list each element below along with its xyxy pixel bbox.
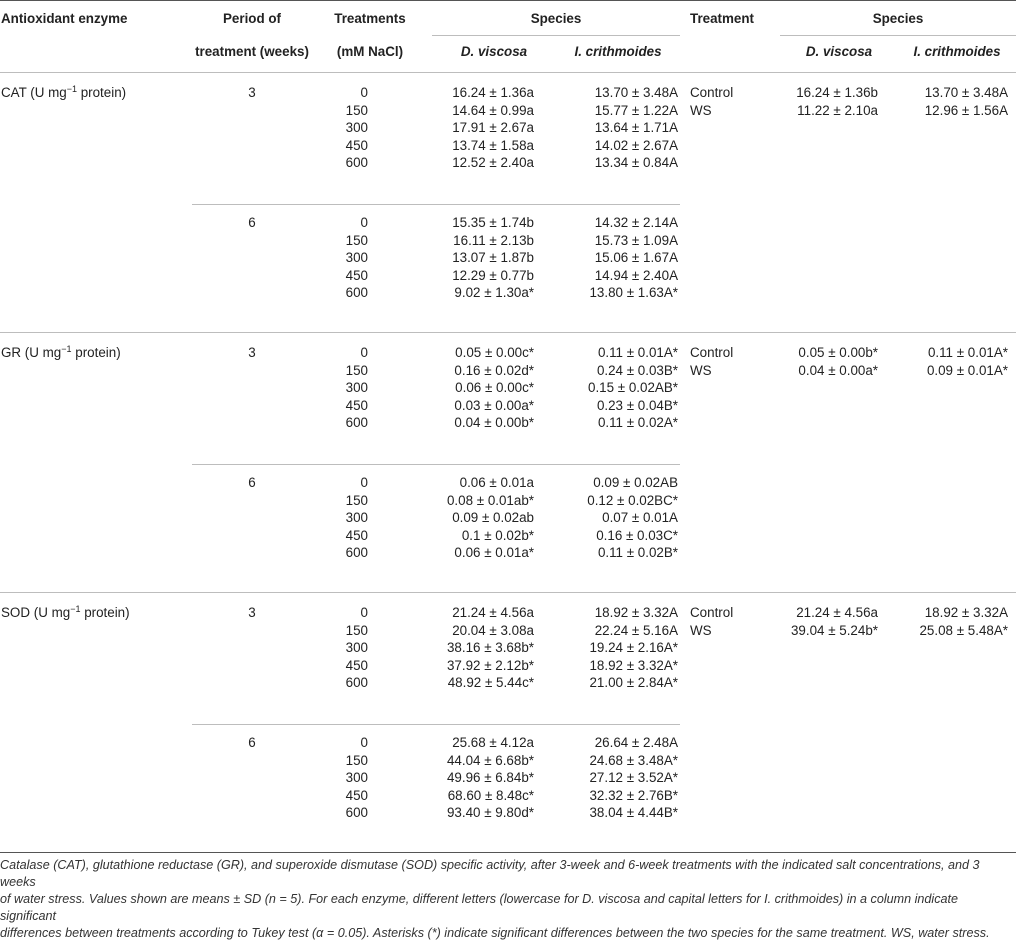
ws-dviscosa-value: 16.24 ± 1.36b: [796, 85, 878, 100]
nacl-concentration: 0: [360, 345, 368, 360]
ws-icrithmoides-value: 13.70 ± 3.48A: [924, 85, 1008, 100]
dviscosa-value: 0.06 ± 0.01a*: [454, 545, 534, 561]
enzyme-separator-rule: [0, 852, 1016, 853]
dviscosa-value: 20.04 ± 3.08a: [452, 622, 534, 638]
header-ws-dviscosa: D. viscosa: [805, 44, 873, 59]
dviscosa-value: 38.16 ± 3.68b*: [446, 640, 534, 656]
icrithmoides-value: 13.70 ± 3.48A: [594, 85, 678, 100]
icrithmoides-value: 24.68 ± 3.48A*: [589, 752, 678, 768]
species-rule: [432, 35, 680, 36]
dviscosa-value: 68.60 ± 8.48c*: [447, 787, 534, 803]
dviscosa-value: 0.09 ± 0.02ab: [452, 510, 534, 526]
ws-icrithmoides-value: 12.96 ± 1.56A: [924, 102, 1008, 118]
nacl-concentration: 150: [345, 232, 368, 248]
period-separator-rule: [192, 464, 680, 465]
header-species-dviscosa: D. viscosa: [460, 44, 528, 59]
icrithmoides-value: 32.32 ± 2.76B*: [589, 787, 678, 803]
nacl-concentration: 450: [345, 527, 368, 543]
dviscosa-value: 12.52 ± 2.40a: [452, 155, 534, 171]
icrithmoides-value: 15.73 ± 1.09A: [594, 232, 678, 248]
top-rule: [0, 0, 1016, 1]
unit-exponent: −1: [61, 344, 72, 354]
dviscosa-value: 0.04 ± 0.00b*: [454, 415, 534, 431]
nacl-concentration: 450: [345, 397, 368, 413]
unit-suffix: protein): [76, 85, 127, 100]
nacl-concentration: 0: [360, 605, 368, 620]
unit-exponent: −1: [70, 604, 81, 614]
dviscosa-value: 13.74 ± 1.58a: [452, 137, 534, 153]
header-period-line1: Period of: [222, 11, 282, 26]
dviscosa-value: 12.29 ± 0.77b: [452, 267, 534, 283]
icrithmoides-value: 26.64 ± 2.48A: [594, 735, 678, 750]
icrithmoides-value: 0.23 ± 0.04B*: [596, 397, 678, 413]
nacl-concentration: 150: [345, 492, 368, 508]
period-weeks: 6: [248, 735, 256, 750]
nacl-concentration: 600: [345, 155, 368, 171]
nacl-concentration: 300: [345, 640, 368, 656]
ws-treatment-label: WS: [690, 622, 712, 638]
enzyme-label-gr: [1, 345, 121, 361]
ws-dviscosa-value: 39.04 ± 5.24b*: [790, 622, 878, 638]
nacl-concentration: 450: [345, 137, 368, 153]
ws-icrithmoides-value: 0.11 ± 0.01A*: [927, 345, 1008, 360]
header-species-icrithmoides: I. crithmoides: [574, 44, 662, 59]
period-weeks: 6: [248, 215, 256, 230]
dviscosa-value: 17.91 ± 2.67a: [452, 120, 534, 136]
nacl-concentration: 0: [360, 735, 368, 750]
icrithmoides-value: 0.11 ± 0.02B*: [597, 545, 678, 561]
dviscosa-value: 21.24 ± 4.56a: [452, 605, 534, 620]
icrithmoides-value: 38.04 ± 4.44B*: [589, 805, 678, 821]
ws-dviscosa-value: 0.05 ± 0.00b*: [798, 345, 878, 360]
ws-dviscosa-value: 0.04 ± 0.00a*: [798, 362, 878, 378]
dviscosa-value: 37.92 ± 2.12b*: [446, 657, 534, 673]
icrithmoides-value: 13.80 ± 1.63A*: [589, 285, 678, 301]
dviscosa-value: 44.04 ± 6.68b*: [446, 752, 534, 768]
header-species-ws: Species: [872, 11, 924, 26]
footnote-line: differences between treatments according to Tukey test (α = 0.05). Asterisks (*) indicate significant differences between the two species for the same treatment. WS, water stress.: [0, 926, 990, 940]
period-weeks: 6: [248, 475, 256, 490]
enzyme-label-sod: [1, 605, 130, 621]
ws-icrithmoides-value: 18.92 ± 3.32A: [924, 605, 1008, 620]
period-weeks: 3: [248, 85, 256, 100]
dviscosa-value: 0.16 ± 0.02d*: [454, 362, 534, 378]
enzyme-separator-rule: [0, 592, 1016, 593]
dviscosa-value: 25.68 ± 4.12a: [452, 735, 534, 750]
ws-dviscosa-value: 11.22 ± 2.10a: [797, 102, 878, 118]
icrithmoides-value: 0.12 ± 0.02BC*: [587, 492, 678, 508]
table-footnote: [0, 857, 1010, 942]
header-treatment: Treatment: [690, 11, 754, 26]
period-weeks: 3: [248, 345, 256, 360]
header-antioxidant-enzyme: Antioxidant enzyme: [1, 11, 128, 26]
icrithmoides-value: 13.34 ± 0.84A: [594, 155, 678, 171]
nacl-concentration: 0: [360, 215, 368, 230]
footnote-line: of water stress. Values shown are means ± SD (n = 5). For each enzyme, different letters (lowercase for D. viscosa and capital letters for I. crithmoides) in a column indicate significant: [0, 892, 959, 923]
nacl-concentration: 0: [360, 85, 368, 100]
nacl-concentration: 300: [345, 250, 368, 266]
icrithmoides-value: 0.11 ± 0.01A*: [597, 345, 678, 360]
footnote-line: Catalase (CAT), glutathione reductase (GR), and superoxide dismutase (SOD) specific activity, after 3-week and 6-week treatments with the indicated salt concentrations, and 3 weeks: [0, 858, 980, 889]
icrithmoides-value: 19.24 ± 2.16A*: [589, 640, 678, 656]
enzyme-label-text: SOD (U mg: [1, 605, 71, 620]
icrithmoides-value: 0.07 ± 0.01A: [602, 510, 678, 526]
dviscosa-value: 14.64 ± 0.99a: [452, 102, 534, 118]
header-ws-icrithmoides: I. crithmoides: [913, 44, 1001, 59]
dviscosa-value: 16.24 ± 1.36a: [452, 85, 534, 100]
icrithmoides-value: 0.09 ± 0.02AB: [593, 475, 678, 490]
icrithmoides-value: 14.02 ± 2.67A: [594, 137, 678, 153]
nacl-concentration: 450: [345, 787, 368, 803]
enzyme-label-text: GR (U mg: [1, 345, 62, 360]
nacl-concentration: 300: [345, 120, 368, 136]
icrithmoides-value: 0.15 ± 0.02AB*: [588, 380, 678, 396]
ws-treatment-label: Control: [690, 605, 734, 620]
period-weeks: 3: [248, 605, 256, 620]
nacl-concentration: 150: [345, 102, 368, 118]
icrithmoides-value: 15.06 ± 1.67A: [594, 250, 678, 266]
nacl-concentration: 300: [345, 770, 368, 786]
dviscosa-value: 0.06 ± 0.00c*: [455, 380, 534, 396]
icrithmoides-value: 27.12 ± 3.52A*: [589, 770, 678, 786]
nacl-concentration: 600: [345, 675, 368, 691]
dviscosa-value: 93.40 ± 9.80d*: [446, 805, 534, 821]
header-treatments-line1: Treatments: [334, 11, 406, 26]
nacl-concentration: 600: [345, 285, 368, 301]
nacl-concentration: 600: [345, 415, 368, 431]
icrithmoides-value: 14.94 ± 2.40A: [594, 267, 678, 283]
dviscosa-value: 0.05 ± 0.00c*: [455, 345, 534, 360]
header-period-line2: treatment (weeks): [195, 44, 309, 59]
ws-treatment-label: Control: [690, 345, 734, 360]
nacl-concentration: 150: [345, 362, 368, 378]
unit-suffix: protein): [80, 605, 130, 620]
icrithmoides-value: 0.24 ± 0.03B*: [596, 362, 678, 378]
unit-suffix: protein): [71, 345, 121, 360]
nacl-concentration: 0: [360, 475, 368, 490]
dviscosa-value: 15.35 ± 1.74b: [452, 215, 534, 230]
unit-exponent: −1: [66, 84, 77, 94]
nacl-concentration: 450: [345, 267, 368, 283]
icrithmoides-value: 18.92 ± 3.32A: [594, 605, 678, 620]
period-separator-rule: [192, 724, 680, 725]
nacl-concentration: 300: [345, 380, 368, 396]
ws-icrithmoides-value: 25.08 ± 5.48A*: [919, 622, 1008, 638]
icrithmoides-value: 15.77 ± 1.22A: [594, 102, 678, 118]
icrithmoides-value: 18.92 ± 3.32A*: [589, 657, 678, 673]
dviscosa-value: 0.1 ± 0.02b*: [461, 527, 534, 543]
enzyme-label-cat: [1, 85, 126, 101]
header-treatments-line2: (mM NaCl): [336, 44, 404, 59]
dviscosa-value: 13.07 ± 1.87b: [452, 250, 534, 266]
nacl-concentration: 150: [345, 622, 368, 638]
dviscosa-value: 9.02 ± 1.30a*: [454, 285, 534, 301]
dviscosa-value: 0.03 ± 0.00a*: [454, 397, 534, 413]
dviscosa-value: 0.08 ± 0.01ab*: [446, 492, 534, 508]
nacl-concentration: 600: [345, 545, 368, 561]
ws-treatment-label: WS: [690, 362, 712, 378]
icrithmoides-value: 14.32 ± 2.14A: [594, 215, 678, 230]
dviscosa-value: 49.96 ± 6.84b*: [446, 770, 534, 786]
nacl-concentration: 300: [345, 510, 368, 526]
icrithmoides-value: 0.11 ± 0.02A*: [597, 415, 678, 431]
ws-treatment-label: Control: [690, 85, 734, 100]
icrithmoides-value: 22.24 ± 5.16A: [594, 622, 678, 638]
dviscosa-value: 48.92 ± 5.44c*: [447, 675, 534, 691]
ws-treatment-label: WS: [690, 102, 712, 118]
enzyme-separator-rule: [0, 332, 1016, 333]
nacl-concentration: 600: [345, 805, 368, 821]
header-bottom-rule: [0, 72, 1016, 73]
ws-icrithmoides-value: 0.09 ± 0.01A*: [926, 362, 1008, 378]
icrithmoides-value: 0.16 ± 0.03C*: [596, 527, 678, 543]
header-species: Species: [530, 11, 582, 26]
icrithmoides-value: 21.00 ± 2.84A*: [589, 675, 678, 691]
dviscosa-value: 16.11 ± 2.13b: [453, 232, 534, 248]
nacl-concentration: 450: [345, 657, 368, 673]
dviscosa-value: 0.06 ± 0.01a: [459, 475, 534, 490]
nacl-concentration: 150: [345, 752, 368, 768]
icrithmoides-value: 13.64 ± 1.71A: [594, 120, 678, 136]
ws-dviscosa-value: 21.24 ± 4.56a: [796, 605, 878, 620]
enzyme-label-text: CAT (U mg: [1, 85, 67, 100]
period-separator-rule: [192, 204, 680, 205]
species-ws-rule: [780, 35, 1016, 36]
